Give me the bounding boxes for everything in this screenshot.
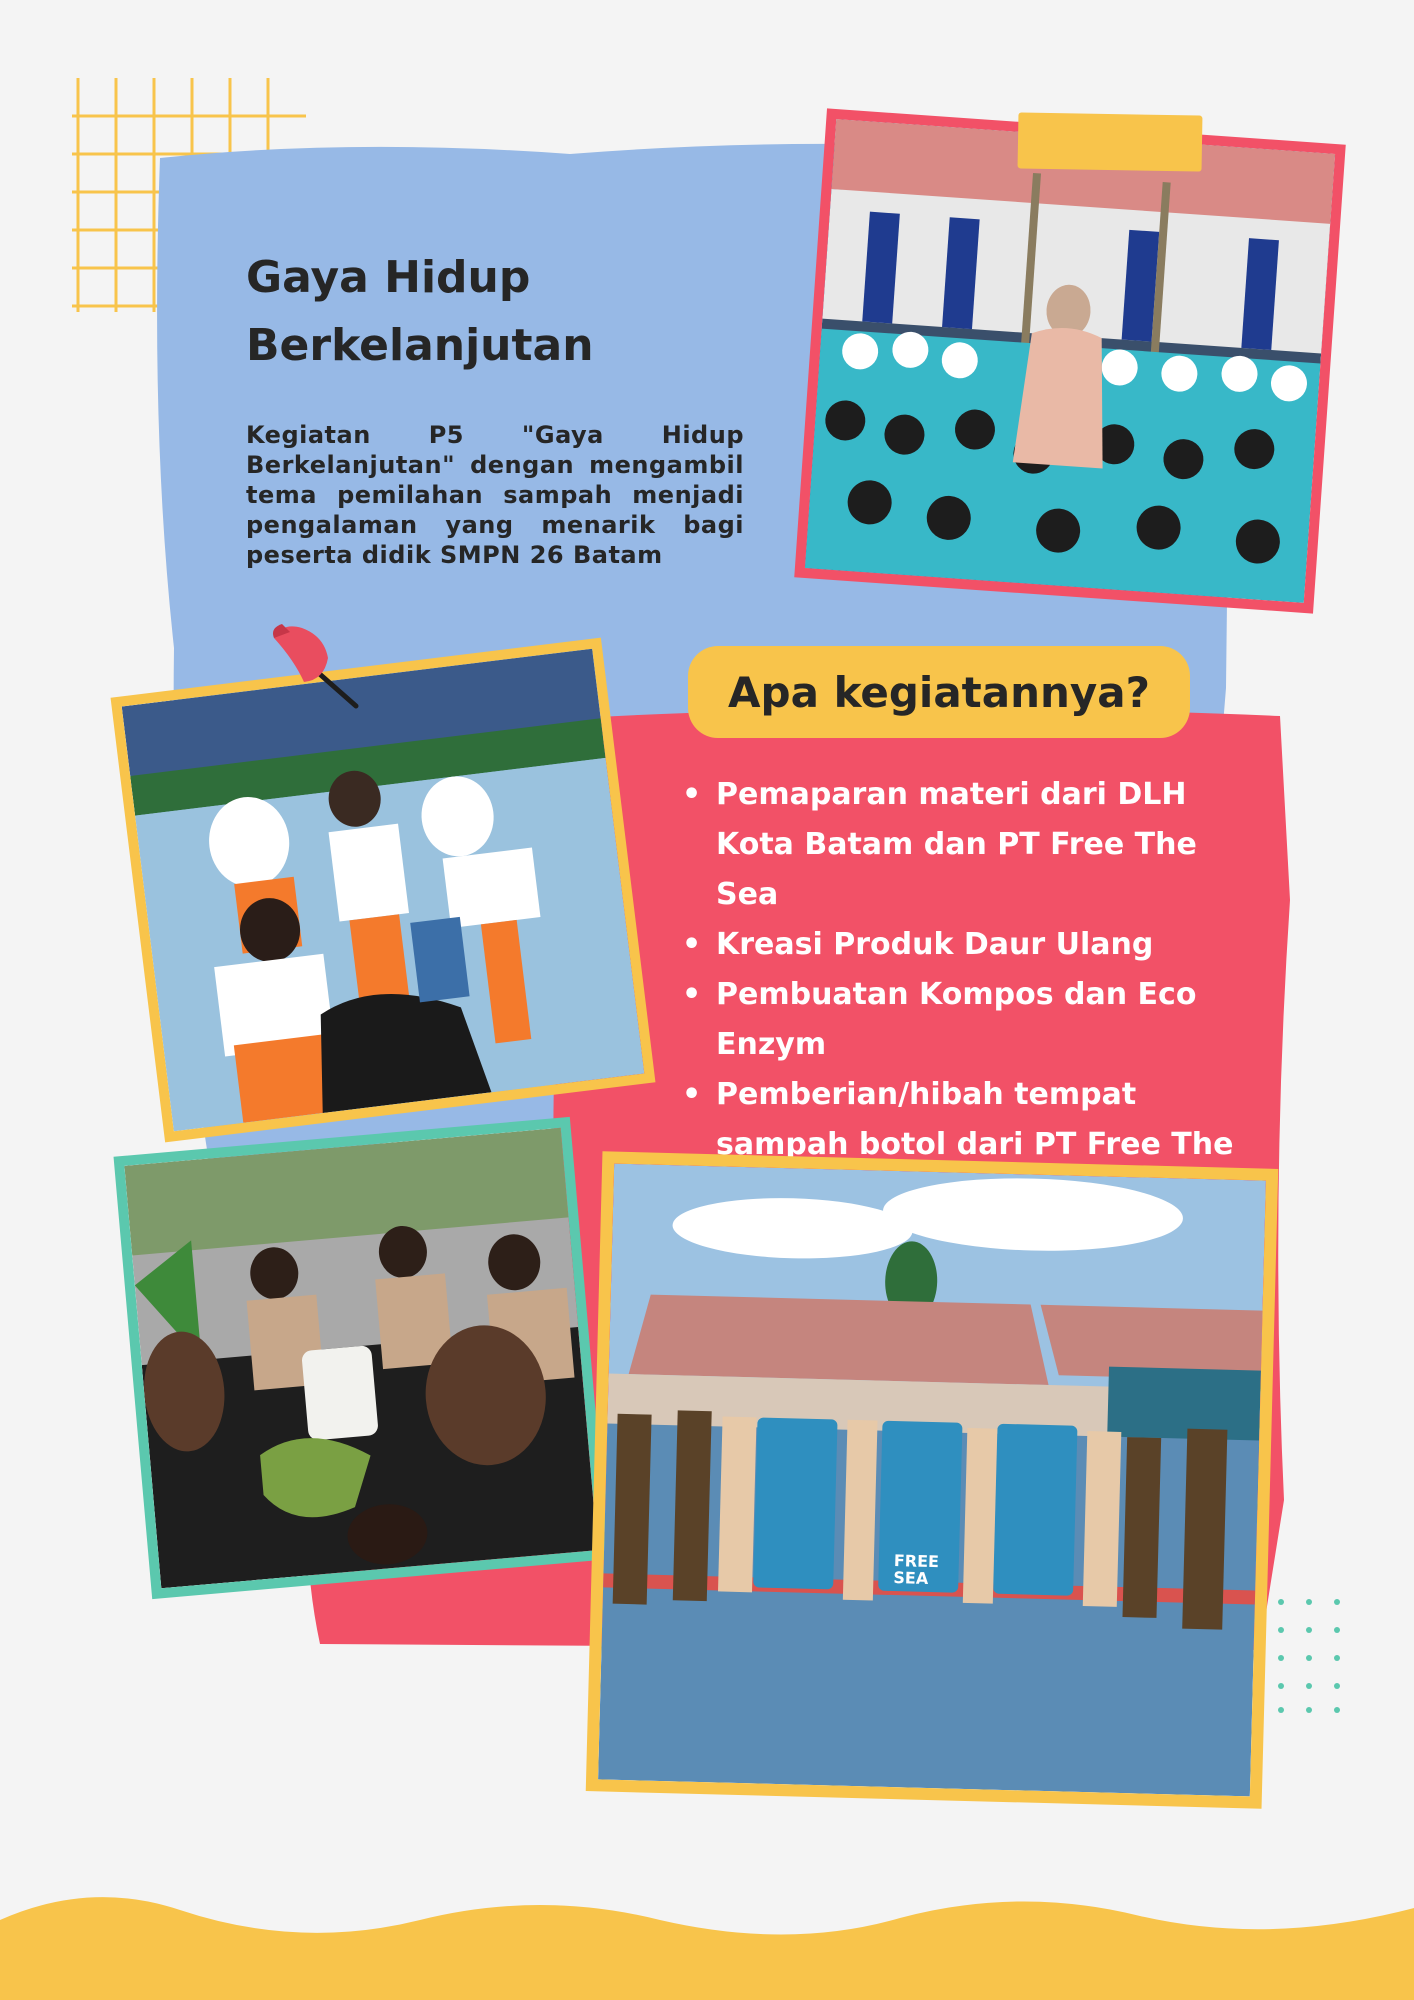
title-line-2: Berkelanjutan: [246, 320, 594, 371]
bullet-icon: •: [682, 977, 702, 1012]
list-item: [678, 770, 1238, 920]
intro-paragraph: Kegiatan P5 "Gaya Hidup Berkelanjutan" dengan mengambil tema pemilahan sampah menjadi pengalaman yang menarik bagi peserta didik SMPN 26 Batam: [246, 421, 744, 569]
dots-decoration: [1275, 1596, 1345, 1716]
photo-compost-making: [114, 1117, 609, 1599]
activity-item-2: Kreasi Produk Daur Ulang: [716, 927, 1154, 962]
bullet-icon: •: [682, 1077, 702, 1112]
list-item: [678, 920, 1238, 970]
activities-heading: Apa kegiatannya?: [688, 646, 1190, 738]
bullet-icon: •: [682, 927, 702, 962]
tape-decoration: [1018, 112, 1203, 171]
bullet-icon: •: [682, 777, 702, 812]
photo-presentation: [794, 108, 1346, 613]
bottom-wave-decoration: [0, 1880, 1414, 2000]
list-item: [678, 970, 1238, 1070]
activity-item-3: Pembuatan Kompos dan Eco Enzym: [716, 977, 1197, 1062]
activities-list: [678, 770, 1238, 1220]
pushpin-icon: [268, 620, 368, 720]
bins-label-line-2: SEA: [893, 1568, 929, 1588]
title-line-1: Gaya Hidup: [246, 252, 531, 303]
activity-item-4: Pemberian/hibah tempat sampah botol dari PT Free The: [716, 1077, 1234, 1162]
page-title: [246, 244, 766, 380]
photo-bin-donation: [586, 1151, 1279, 1808]
bins-label-line-1: FREE: [893, 1551, 940, 1572]
activity-item-1: Pemaparan materi dari DLH Kota Batam dan PT Free The Sea: [716, 777, 1197, 912]
photo-sorting-trash: [111, 638, 656, 1143]
